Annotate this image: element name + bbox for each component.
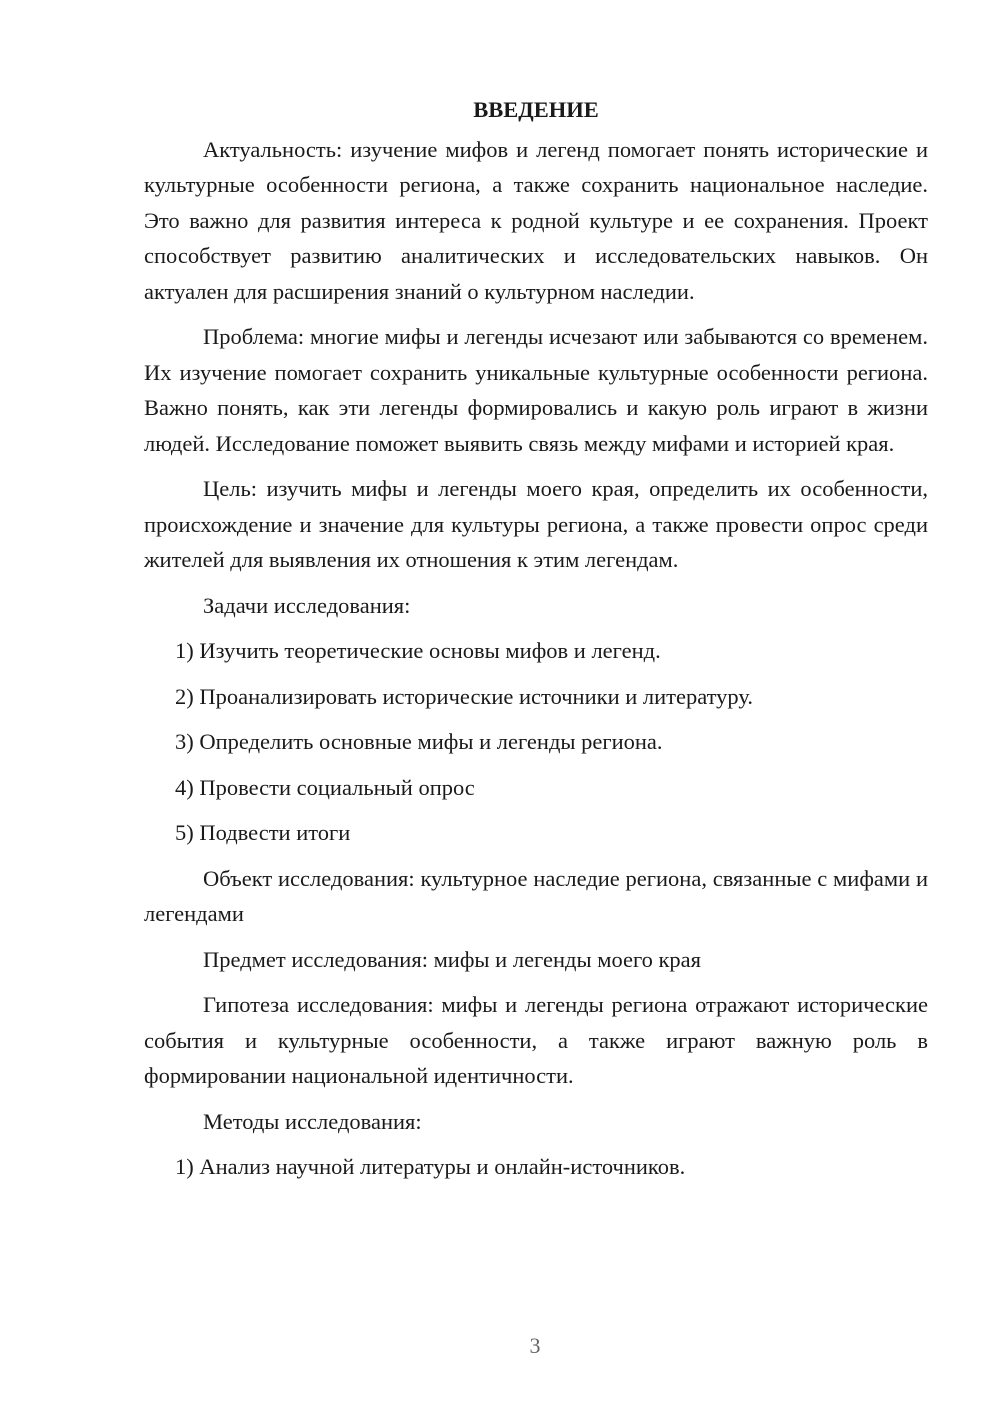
tasks-list xyxy=(144,633,928,851)
section-title: ВВЕДЕНИЕ xyxy=(473,97,599,122)
problem-paragraph: Проблема: многие мифы и легенды исчезают или забываются со временем. Их изучение помогает сохранить уникальные культурные особенности региона. Важно понять, как эти легенды формировались и какую роль играют в жизни людей. Исследование поможет выявить связь между мифами и историей края. xyxy=(144,324,928,456)
list-item: 1) Анализ научной литературы и онлайн-источников. xyxy=(175,1154,686,1179)
subject-paragraph: Предмет исследования: мифы и легенды моего края xyxy=(203,946,702,972)
list-item: 4) Провести социальный опрос xyxy=(175,774,475,800)
object-paragraph: Объект исследования: культурное наследие региона, связанные с мифами и легендами xyxy=(144,865,928,926)
relevance-paragraph: Актуальность: изучение мифов и легенд помогает понять исторические и культурные особенности региона, а также сохранить национальное наследие. Это важно для развития интереса к родной культуре и ее сохранения. Проект способствует развитию аналитических и исследовательских навыков. Он актуален для расширения знаний о культурном наследии. xyxy=(144,136,928,304)
methods-heading: Методы исследования: xyxy=(203,1108,422,1134)
list-item: 3) Определить основные мифы и легенды региона. xyxy=(175,729,663,754)
list-item: 2) Проанализировать исторические источники и литературу. xyxy=(175,683,754,709)
tasks-heading: Задачи исследования: xyxy=(203,592,411,618)
goal-paragraph: Цель: изучить мифы и легенды моего края, определить их особенности, происхождение и значение для культуры региона, а также провести опрос среди жителей для выявления их отношения к этим легендам. xyxy=(144,476,928,572)
list-item: 1) Изучить теоретические основы мифов и легенд. xyxy=(175,638,661,663)
methods-list xyxy=(144,1149,928,1185)
page-number: 3 xyxy=(529,1333,541,1358)
list-item: 5) Подвести итоги xyxy=(175,820,351,845)
document-page xyxy=(144,92,928,1195)
hypothesis-paragraph: Гипотеза исследования: мифы и легенды региона отражают исторические события и культурные особенности, а также играют важную роль в формировании национальной идентичности. xyxy=(144,992,928,1088)
